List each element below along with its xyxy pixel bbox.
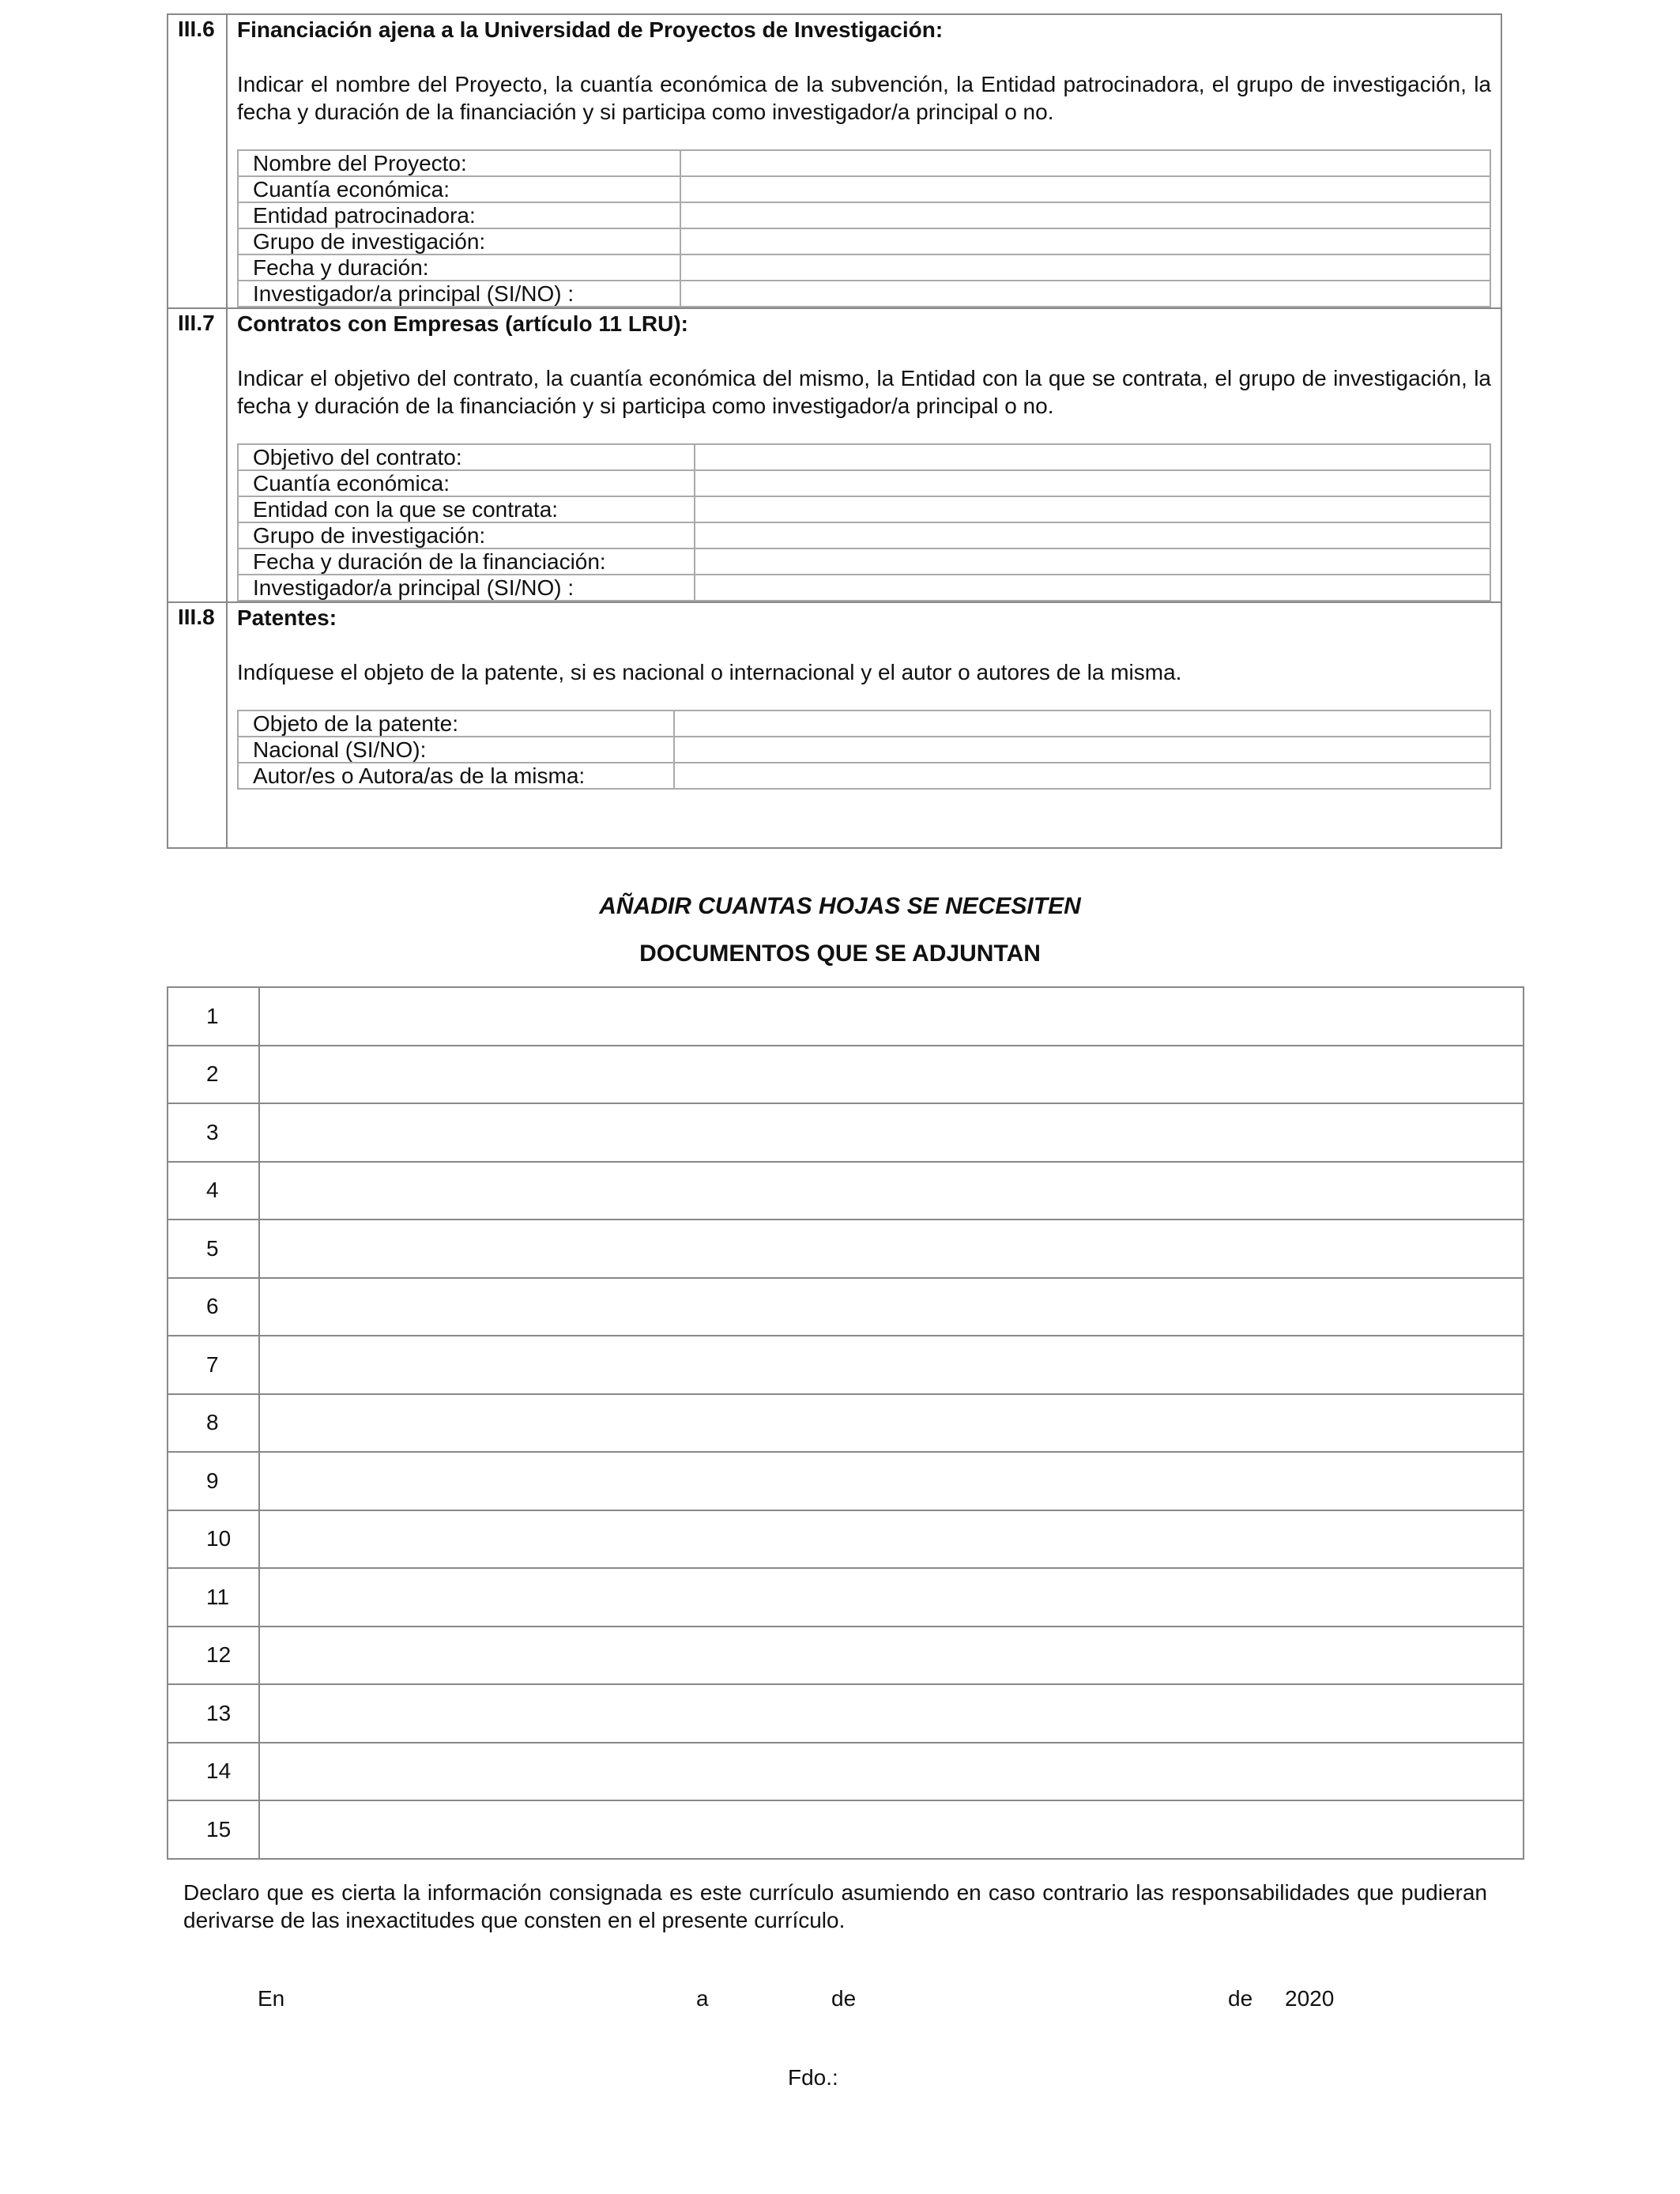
document-cell[interactable] [259, 1627, 1524, 1685]
field-row [238, 228, 1490, 254]
table-row [168, 1046, 1524, 1104]
document-cell[interactable] [259, 1684, 1524, 1743]
field-value[interactable] [695, 575, 1490, 601]
row-number: 12 [168, 1627, 259, 1685]
section-description: Indicar el objetivo del contrato, la cuantía económica del mismo, la Entidad con la que se contrata, el grupo de investigación, la fecha y duración de la financiación y si participa como investigador/a principal o no. [237, 366, 1491, 418]
document-cell[interactable] [259, 1510, 1524, 1569]
row-number: 8 [168, 1394, 259, 1453]
field-row [238, 202, 1490, 228]
section-title: Patentes: [237, 605, 337, 630]
section-description: Indíquese el objeto de la patente, si es nacional o internacional y el autor o autores de la misma. [237, 660, 1182, 684]
row-number: 5 [168, 1220, 259, 1278]
field-value[interactable] [680, 254, 1490, 281]
field-value[interactable] [695, 496, 1490, 522]
fields-table [237, 710, 1491, 790]
field-label: Fecha y duración de la financiación: [238, 548, 695, 575]
row-number: 9 [168, 1452, 259, 1510]
document-cell[interactable] [259, 1220, 1524, 1278]
field-value[interactable] [680, 228, 1490, 254]
field-row [238, 737, 1490, 763]
signature-label: Fdo.: [788, 2065, 838, 2090]
field-label: Cuantía económica: [238, 470, 695, 496]
field-label: Entidad patrocinadora: [238, 202, 680, 228]
row-number: 7 [168, 1336, 259, 1394]
document-cell[interactable] [259, 987, 1524, 1046]
row-number: 2 [168, 1046, 259, 1104]
field-label: Objeto de la patente: [238, 711, 674, 737]
table-row [168, 1394, 1524, 1453]
field-row [238, 548, 1490, 575]
field-label: Cuantía económica: [238, 176, 680, 202]
table-row [168, 987, 1524, 1046]
field-row [238, 470, 1490, 496]
fields-table [237, 149, 1491, 307]
document-cell[interactable] [259, 1394, 1524, 1453]
document-cell[interactable] [259, 1452, 1524, 1510]
field-value[interactable] [680, 202, 1490, 228]
table-row [168, 1103, 1524, 1162]
table-row [168, 1743, 1524, 1801]
document-cell[interactable] [259, 1046, 1524, 1104]
declaration-text: Declaro que es cierta la información consignada es este currículo asumiendo en caso contrario las responsabilidades que pudieran derivarse de las inexactitudes que consten en el presente currículo. [183, 1880, 1487, 1932]
section-title: Contratos con Empresas (artículo 11 LRU): [237, 311, 689, 336]
field-row [238, 763, 1490, 789]
table-row [168, 1162, 1524, 1220]
field-label: Investigador/a principal (SI/NO) : [238, 575, 695, 601]
section-description: Indicar el nombre del Proyecto, la cuantía económica de la subvención, la Entidad patrocinadora, el grupo de investigación, la fecha y duración de la financiación y si participa como investigador/a principal o no. [237, 72, 1491, 124]
section-body [228, 15, 1501, 307]
section-number: III.6 [168, 15, 228, 307]
row-number: 14 [168, 1743, 259, 1801]
documents-table [167, 986, 1524, 1860]
section-title: Financiación ajena a la Universidad de Proyectos de Investigación: [237, 17, 944, 42]
field-row [238, 444, 1490, 470]
section-iii-7 [168, 309, 1501, 603]
documents-heading: DOCUMENTOS QUE SE ADJUNTAN [639, 941, 1041, 967]
field-row [238, 575, 1490, 601]
field-value[interactable] [674, 711, 1490, 737]
document-cell[interactable] [259, 1103, 1524, 1162]
row-number: 11 [168, 1568, 259, 1627]
field-value[interactable] [674, 763, 1490, 789]
table-row [168, 1336, 1524, 1394]
table-row [168, 1220, 1524, 1278]
section-number: III.8 [168, 603, 228, 847]
field-row [238, 150, 1490, 176]
table-row [168, 1452, 1524, 1510]
date-en-label: En [258, 1986, 285, 2011]
field-label: Nombre del Proyecto: [238, 150, 680, 176]
field-label: Entidad con la que se contrata: [238, 496, 695, 522]
row-number: 6 [168, 1278, 259, 1336]
row-number: 10 [168, 1510, 259, 1569]
document-cell[interactable] [259, 1743, 1524, 1801]
table-row [168, 1568, 1524, 1627]
section-body [228, 603, 1501, 847]
table-row [168, 1684, 1524, 1743]
field-row [238, 496, 1490, 522]
row-number: 15 [168, 1800, 259, 1859]
field-value[interactable] [674, 737, 1490, 763]
document-cell[interactable] [259, 1162, 1524, 1220]
document-cell[interactable] [259, 1800, 1524, 1859]
field-value[interactable] [695, 548, 1490, 575]
date-de-label: de [831, 1986, 857, 2011]
row-number: 4 [168, 1162, 259, 1220]
field-label: Grupo de investigación: [238, 522, 695, 548]
document-cell[interactable] [259, 1336, 1524, 1394]
field-value[interactable] [680, 176, 1490, 202]
field-value[interactable] [680, 150, 1490, 176]
field-label: Objetivo del contrato: [238, 444, 695, 470]
section-iii-6 [168, 15, 1501, 309]
table-row [168, 1510, 1524, 1569]
row-number: 3 [168, 1103, 259, 1162]
notice-heading: AÑADIR CUANTAS HOJAS SE NECESITEN [599, 893, 1081, 919]
field-label: Nacional (SI/NO): [238, 737, 674, 763]
field-value[interactable] [695, 444, 1490, 470]
row-number: 13 [168, 1684, 259, 1743]
field-label: Investigador/a principal (SI/NO) : [238, 281, 680, 307]
sections-table [167, 13, 1502, 849]
field-row [238, 711, 1490, 737]
field-value[interactable] [695, 522, 1490, 548]
section-iii-8 [168, 603, 1501, 847]
date-year: 2020 [1285, 1986, 1335, 2011]
date-de-label: de [1228, 1986, 1253, 2011]
field-label: Autor/es o Autora/as de la misma: [238, 763, 674, 789]
section-body [228, 309, 1501, 601]
field-value[interactable] [680, 281, 1490, 307]
table-row [168, 1627, 1524, 1685]
document-cell[interactable] [259, 1568, 1524, 1627]
table-row [168, 1278, 1524, 1336]
date-a-label: a [696, 1986, 709, 2011]
document-cell[interactable] [259, 1278, 1524, 1336]
field-row [238, 522, 1490, 548]
section-number: III.7 [168, 309, 228, 601]
field-row [238, 281, 1490, 307]
table-row [168, 1800, 1524, 1859]
field-label: Grupo de investigación: [238, 228, 680, 254]
field-value[interactable] [695, 470, 1490, 496]
field-row [238, 254, 1490, 281]
field-label: Fecha y duración: [238, 254, 680, 281]
fields-table [237, 443, 1491, 601]
row-number: 1 [168, 987, 259, 1046]
field-row [238, 176, 1490, 202]
